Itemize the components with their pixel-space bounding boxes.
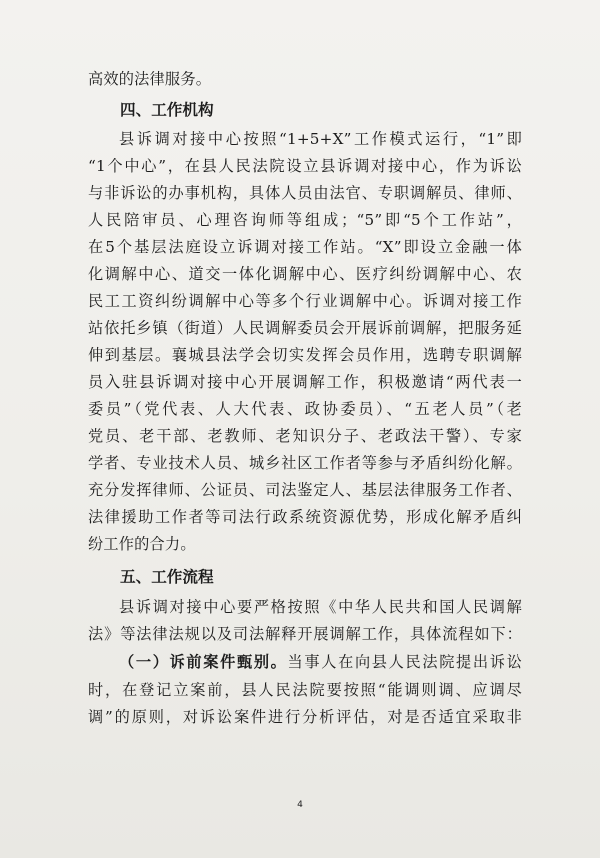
section-5-line-2: 法》等法律法规以及司法解释开展调解工作，具体流程如下： — [88, 625, 522, 643]
section-4-line-6: 化调解中心、道交一体化调解中心、医疗纠纷调解中心、农 — [88, 265, 522, 283]
section-5-item-1-line-2: 时，在登记立案前，县人民法院要按照“能调则调、应调尽 — [88, 681, 522, 699]
section-4-line-2: “1个中心”，在县人民法院设立县诉调对接中心，作为诉讼 — [88, 157, 522, 175]
section-5-heading: 五、工作流程 — [120, 568, 214, 586]
section-4-line-11: 委员”（党代表、人大代表、政协委员）、“五老人员”（老 — [88, 400, 522, 418]
section-4-line-12: 党员、老干部、老教师、老知识分子、老政法干警）、专家 — [88, 427, 522, 445]
opening-line: 高效的法律服务。 — [88, 70, 212, 88]
section-4-line-4: 人民陪审员、心理咨询师等组成；“5”即“5个工作站”， — [88, 211, 522, 229]
page-number: 4 — [297, 800, 303, 810]
section-5-item-1-line-3: 调”的原则，对诉讼案件进行分析评估，对是否适宜采取非 — [88, 708, 522, 726]
item-1-label: （一）诉前案件甄别。 — [119, 653, 288, 671]
section-4-line-8: 站依托乡镇（街道）人民调解委员会开展诉前调解，把服务延 — [88, 319, 522, 337]
section-5-item-1-line-1 — [119, 650, 522, 674]
section-4-line-14: 充分发挥律师、公证员、司法鉴定人、基层法律服务工作者、 — [88, 481, 522, 499]
section-4-line-13: 学者、专业技术人员、城乡社区工作者等参与矛盾纠纷化解。 — [88, 454, 522, 472]
section-5-line-1: 县诉调对接中心要严格按照《中华人民共和国人民调解 — [119, 598, 522, 616]
item-1-text: 当事人在向县人民法院提出诉讼 — [287, 653, 522, 671]
section-4-line-15: 法律援助工作者等司法行政系统资源优势，形成化解矛盾纠 — [88, 508, 522, 526]
section-4-line-5: 在5个基层法庭设立诉调对接工作站。“X”即设立金融一体 — [88, 238, 522, 256]
section-4-line-9: 伸到基层。襄城县法学会切实发挥会员作用，选聘专职调解 — [88, 346, 522, 364]
section-4-line-3: 与非诉讼的办事机构，具体人员由法官、专职调解员、律师、 — [88, 184, 522, 202]
section-4-line-16: 纷工作的合力。 — [88, 535, 196, 553]
section-4-line-7: 民工工资纠纷调解中心等多个行业调解中心。诉调对接工作 — [88, 292, 522, 310]
section-4-heading: 四、工作机构 — [120, 101, 214, 119]
section-4-line-1: 县诉调对接中心按照“1+5+X”工作模式运行，“1”即 — [119, 130, 522, 148]
section-4-line-10: 员入驻县诉调对接中心开展调解工作，积极邀请“两代表一 — [88, 373, 522, 391]
